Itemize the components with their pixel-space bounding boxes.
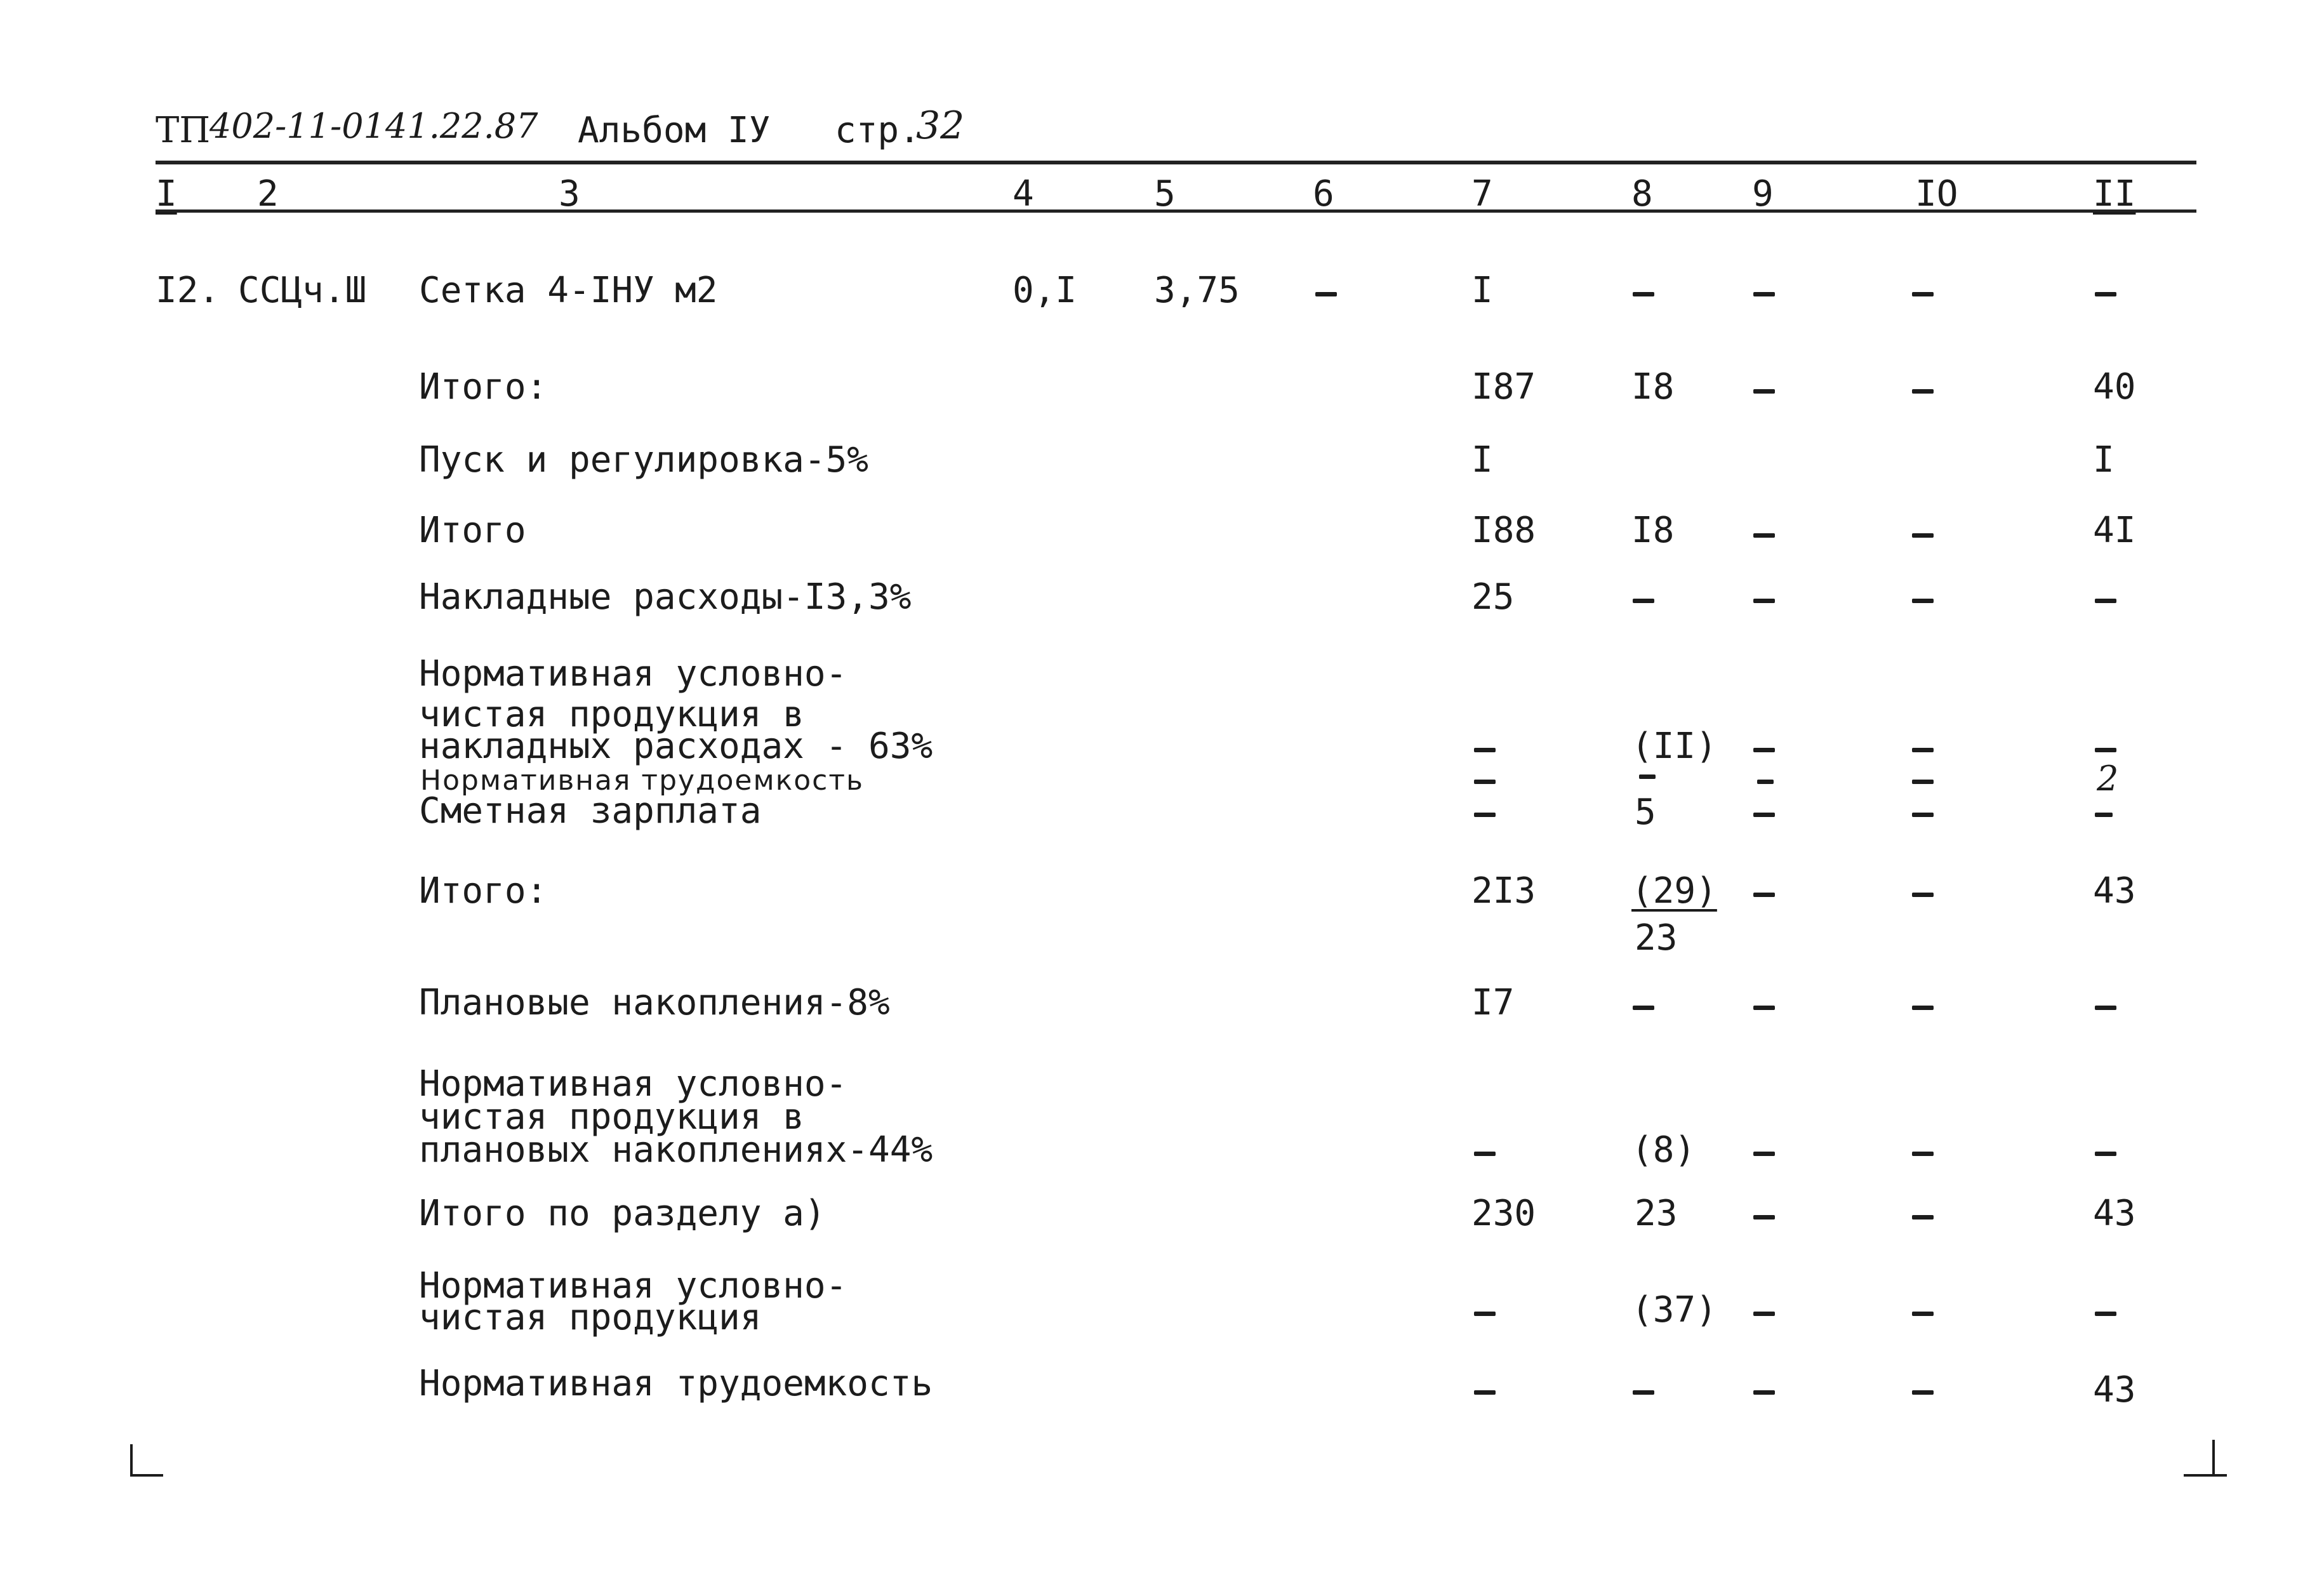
row11-desc-line3: плановых накоплениях-44%	[419, 1129, 933, 1171]
crop-mark-right-vertical	[2212, 1440, 2215, 1477]
row3-c7: I	[1471, 439, 1493, 481]
row8-c11-dash	[2095, 813, 2113, 817]
row4-c11: 4I	[2093, 510, 2136, 551]
row13-c9-dash	[1753, 1312, 1775, 1316]
row13-c10-dash	[1912, 1312, 1934, 1316]
row5-desc: Накладные расходы-I3,3%	[419, 576, 912, 618]
row11-c8: (8)	[1631, 1129, 1696, 1171]
row5-c11-dash	[2095, 599, 2116, 603]
row11-desc-line2: чистая продукция в	[419, 1096, 804, 1138]
col-header-8: 8	[1631, 173, 1653, 215]
row13-desc-line1: Нормативная условно-	[419, 1265, 847, 1306]
row4-desc: Итого	[419, 510, 526, 551]
col-header-1: I	[156, 173, 177, 215]
row7-desc-handwritten: Нормативная трудоемкость	[420, 764, 864, 797]
col-header-6: 6	[1313, 173, 1334, 215]
row2-c11: 40	[2093, 366, 2136, 408]
row1-c7: I	[1471, 270, 1493, 311]
row13-c7-dash	[1474, 1312, 1496, 1316]
row6-desc-line1: Нормативная условно-	[419, 653, 847, 694]
row12-c9-dash	[1753, 1215, 1775, 1219]
row11-c9-dash	[1753, 1152, 1775, 1156]
row9-c7: 2I3	[1471, 870, 1536, 912]
row1-c6-dash	[1315, 292, 1337, 296]
col-header-3: 3	[559, 173, 580, 215]
crop-mark-right-horizontal	[2184, 1474, 2227, 1477]
row8-c7-dash	[1474, 813, 1496, 817]
row12-c10-dash	[1912, 1215, 1934, 1219]
row5-c7: 25	[1471, 576, 1515, 618]
row13-c8: (37)	[1631, 1289, 1717, 1331]
row6-c9-dash	[1753, 748, 1775, 752]
row8-desc: Сметная зарплата	[419, 790, 762, 832]
row3-c11: I	[2093, 439, 2115, 481]
col-header-10: IO	[1915, 173, 1958, 215]
row7-c11-handwritten: 2	[2097, 759, 2119, 799]
row6-c7-dash	[1474, 748, 1496, 752]
row9-desc: Итого:	[419, 870, 548, 912]
doc-number: 402-11-0141.22.87	[209, 106, 538, 146]
row11-c7-dash	[1474, 1152, 1496, 1156]
row13-desc-line2: чистая продукция	[419, 1297, 762, 1338]
row5-c10-dash	[1912, 599, 1934, 603]
row6-c10-dash	[1912, 748, 1934, 752]
row8-c8: 5	[1635, 792, 1656, 833]
row1-c11-dash	[2095, 292, 2116, 296]
row4-c7: I88	[1471, 510, 1536, 551]
row7-c10-dash	[1912, 780, 1934, 784]
col-header-4: 4	[1013, 173, 1034, 215]
col-header-5: 5	[1154, 173, 1176, 215]
row13-c11-dash	[2095, 1312, 2116, 1316]
row10-c10-dash	[1912, 1006, 1934, 1010]
row5-c9-dash	[1753, 599, 1775, 603]
row12-c7: 230	[1471, 1193, 1536, 1234]
page-label: стр.	[835, 110, 920, 151]
col-header-9: 9	[1752, 173, 1774, 215]
row1-c9-dash	[1753, 292, 1775, 296]
row6-desc-line3: накладных расходах - 63%	[419, 726, 933, 767]
row1-c8-dash	[1633, 292, 1654, 296]
row10-desc: Плановые накопления-8%	[419, 982, 890, 1023]
row6-c8: (II)	[1631, 726, 1717, 767]
row14-c8-dash	[1633, 1390, 1654, 1395]
row4-c10-dash	[1912, 533, 1934, 538]
row4-c9-dash	[1753, 533, 1775, 538]
row12-c8: 23	[1635, 1193, 1678, 1234]
row2-c10-dash	[1912, 389, 1934, 394]
row1-c5: 3,75	[1154, 270, 1240, 311]
doc-prefix: ТП	[156, 110, 211, 151]
row11-desc-line1: Нормативная условно-	[419, 1063, 847, 1105]
col-header-11: II	[2093, 173, 2136, 215]
row1-c4: 0,I	[1013, 270, 1077, 311]
crop-mark-left-horizontal	[130, 1474, 163, 1477]
row6-desc-line2: чистая продукция в	[419, 694, 804, 735]
row14-desc: Нормативная трудоемкость	[419, 1363, 933, 1404]
crop-mark-left-vertical	[130, 1444, 133, 1476]
row11-c11-dash	[2095, 1152, 2116, 1156]
row9-c8-bottom: 23	[1635, 917, 1678, 959]
row10-c8-dash	[1633, 1006, 1654, 1010]
row14-c9-dash	[1753, 1390, 1775, 1395]
album-label: Альбом IУ	[578, 110, 771, 151]
row14-c11: 43	[2093, 1369, 2136, 1411]
row8-c10-dash	[1912, 813, 1934, 817]
row7-c9-dash	[1757, 780, 1774, 784]
row8-c9-dash	[1753, 813, 1775, 817]
row2-c9-dash	[1753, 389, 1775, 394]
row6-c11-dash	[2095, 748, 2116, 752]
header-rule-bottom	[156, 209, 2196, 213]
row9-c10-dash	[1912, 893, 1934, 897]
row14-c7-dash	[1474, 1390, 1496, 1395]
row10-c7: I7	[1471, 982, 1515, 1023]
row14-c10-dash	[1912, 1390, 1934, 1395]
col-header-2: 2	[257, 173, 279, 215]
row5-c8-dash	[1633, 599, 1654, 603]
row11-c10-dash	[1912, 1152, 1934, 1156]
row1-unit: м2	[675, 270, 718, 311]
row3-desc: Пуск и регулировка-5%	[419, 439, 869, 481]
row-code: ССЦч.Ш	[238, 270, 367, 311]
page-number: 32	[916, 103, 965, 148]
row10-c9-dash	[1753, 1006, 1775, 1010]
row2-c7: I87	[1471, 366, 1536, 408]
row2-desc: Итого:	[419, 366, 548, 408]
row2-c8: I8	[1631, 366, 1675, 408]
header-rule-top	[156, 161, 2196, 164]
row1-c10-dash	[1912, 292, 1934, 296]
row1-desc: Сетка 4-IНУ	[419, 270, 654, 311]
row12-desc: Итого по разделу а)	[419, 1193, 826, 1234]
row9-c9-dash	[1753, 893, 1775, 897]
row10-c11-dash	[2095, 1006, 2116, 1010]
row-number: I2.	[156, 270, 220, 311]
row9-c11: 43	[2093, 870, 2136, 912]
row4-c8: I8	[1631, 510, 1675, 551]
col-header-7: 7	[1471, 173, 1493, 215]
row9-c8-top: (29)	[1631, 870, 1717, 912]
row7-c7-dash	[1474, 780, 1496, 784]
row7-c8-dash	[1639, 774, 1656, 779]
row12-c11: 43	[2093, 1193, 2136, 1234]
